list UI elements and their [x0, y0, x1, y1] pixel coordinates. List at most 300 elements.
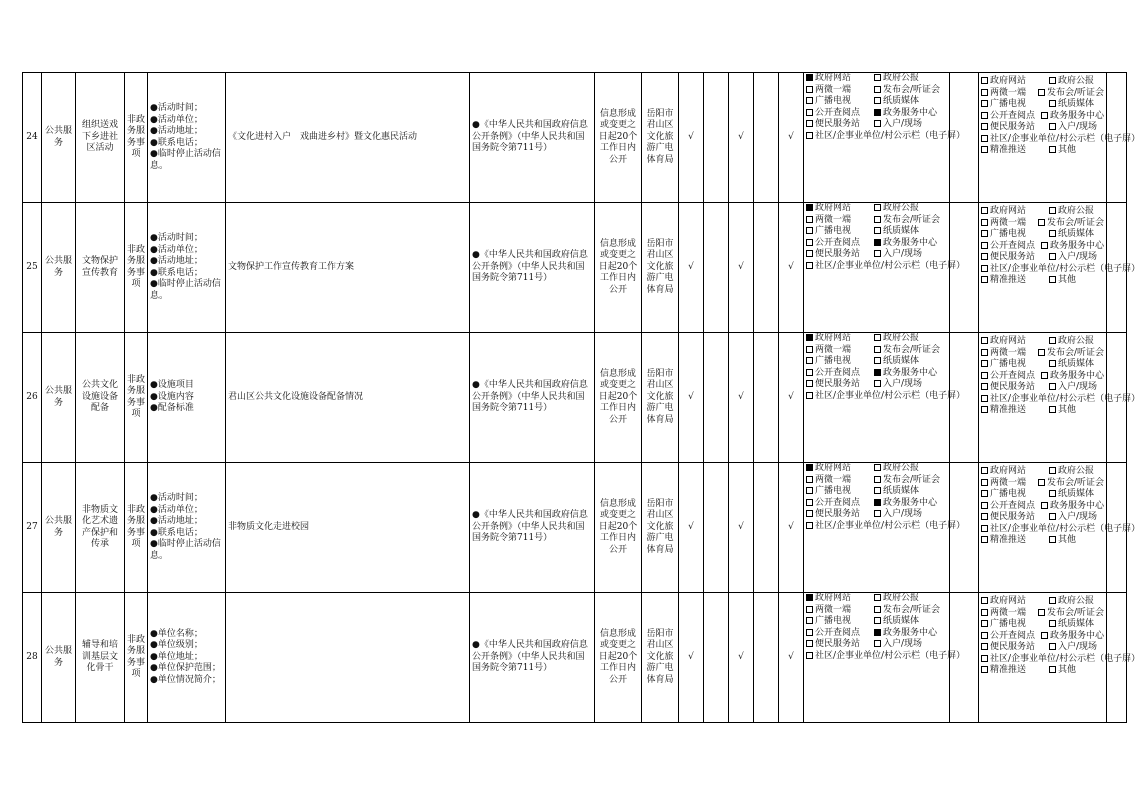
channel-option: 纸质媒体 — [1049, 99, 1094, 111]
channel-option: 政府公报 — [1049, 76, 1094, 88]
content-cell — [148, 333, 226, 463]
unchecked-box-icon — [1049, 406, 1056, 413]
channel-option: 发布会/听证会 — [1038, 218, 1104, 230]
check-cell — [704, 333, 729, 463]
unchecked-box-icon — [874, 357, 881, 364]
checked-box-icon — [874, 499, 881, 506]
channel-cell-primary — [804, 333, 966, 463]
unchecked-box-icon — [1049, 490, 1056, 497]
unchecked-box-icon — [874, 594, 881, 601]
item-cell: 非物质文化艺术遗产保护和传承 — [76, 463, 125, 593]
row-number: 24 — [23, 73, 42, 203]
checked-box-icon — [874, 109, 881, 116]
unchecked-box-icon — [1049, 337, 1056, 344]
content-line: ●设施项目 — [150, 380, 194, 391]
content-cell — [148, 203, 226, 333]
unchecked-box-icon — [874, 204, 881, 211]
unchecked-box-icon — [806, 380, 813, 387]
channel-option: 广播电视 — [806, 616, 874, 628]
channel-cell-primary — [804, 203, 966, 333]
check-cell: √ — [779, 463, 804, 593]
unchecked-box-icon — [1038, 219, 1045, 226]
channel-option: 便民服务站 — [981, 122, 1049, 134]
channel-list — [806, 333, 966, 459]
channel-option: 政府公报 — [1049, 206, 1094, 218]
channel-option: 便民服务站 — [806, 379, 874, 391]
channel-option: 发布会/听证会 — [1038, 348, 1104, 360]
unchecked-box-icon — [874, 617, 881, 624]
check-cell: √ — [779, 73, 804, 203]
check-cell — [704, 463, 729, 593]
checked-box-icon — [806, 464, 813, 471]
channel-option: 两微一端 — [981, 478, 1038, 490]
unchecked-box-icon — [874, 74, 881, 81]
row-number: 25 — [23, 203, 42, 333]
unchecked-box-icon — [1041, 242, 1048, 249]
row-number: 28 — [23, 593, 42, 723]
channel-list — [806, 593, 966, 719]
channel-row — [806, 498, 947, 510]
channel-row — [981, 241, 1104, 253]
channel-cell-primary — [804, 73, 966, 203]
unchecked-box-icon — [806, 262, 813, 269]
unchecked-box-icon — [874, 487, 881, 494]
channel-option: 两微一端 — [981, 348, 1038, 360]
channel-list — [981, 596, 1140, 722]
checked-box-icon — [806, 594, 813, 601]
unchecked-box-icon — [806, 109, 813, 116]
channel-option: 广播电视 — [981, 99, 1049, 111]
channel-option: 纸质媒体 — [874, 226, 919, 238]
unchecked-box-icon — [806, 392, 813, 399]
check-cell: √ — [729, 593, 754, 723]
channel-option: 广播电视 — [981, 619, 1049, 631]
content-line: ●单位情况简介； — [150, 674, 221, 685]
channel-row — [981, 382, 1104, 394]
basis-cell: ●《中华人民共和国政府信息公开条例》（中华人民共和国国务院令第711号） — [470, 463, 595, 593]
channel-option: 便民服务站 — [806, 509, 874, 521]
channel-option: 公开查阅点 — [981, 241, 1041, 253]
channel-row — [806, 203, 947, 215]
channel-row — [981, 133, 1140, 146]
unchecked-box-icon — [981, 100, 988, 107]
channel-row — [981, 653, 1140, 666]
channel-row — [981, 596, 1104, 608]
channel-option: 政府公报 — [1049, 466, 1094, 478]
channel-option: 政府网站 — [806, 203, 874, 215]
channel-row — [981, 501, 1104, 513]
content-line: ●设施内容 — [150, 391, 194, 402]
unchecked-box-icon — [981, 207, 988, 214]
channel-option: 政府公报 — [874, 333, 919, 345]
channel-option: 便民服务站 — [806, 249, 874, 261]
channel-option: 入户/现场 — [1049, 642, 1097, 654]
table-row — [23, 73, 1127, 203]
unchecked-box-icon — [806, 369, 813, 376]
department-cell: 岳阳市君山区文化旅游广电体育局 — [642, 333, 679, 463]
channel-option: 精准推送 — [981, 275, 1049, 287]
channel-option: 政务服务中心 — [874, 108, 937, 120]
channel-option: 政府公报 — [1049, 596, 1094, 608]
channel-option: 纸质媒体 — [1049, 619, 1094, 631]
time-limit-cell: 信息形成或变更之日起20个工作日内公开 — [595, 73, 642, 203]
channel-row — [981, 405, 1104, 417]
unchecked-box-icon — [874, 250, 881, 257]
channel-option: 其他 — [1049, 145, 1076, 157]
channel-row — [806, 368, 947, 380]
channel-option: 政府网站 — [981, 206, 1049, 218]
unchecked-box-icon — [981, 467, 988, 474]
channel-row — [806, 333, 947, 345]
channel-option: 公开查阅点 — [981, 501, 1041, 513]
channel-option: 入户/现场 — [874, 249, 922, 261]
check-cell: √ — [779, 593, 804, 723]
channel-row — [981, 88, 1104, 100]
channel-option: 政府公报 — [874, 593, 919, 605]
content-line: ●联系电话； — [150, 267, 203, 278]
channel-list — [806, 203, 966, 329]
content-line: ●单位保护范围； — [150, 663, 221, 674]
item-cell: 公共文化设施设备配备 — [76, 333, 125, 463]
content-line: ●临时停止活动信息。 — [150, 149, 221, 171]
unchecked-box-icon — [806, 250, 813, 257]
unchecked-box-icon — [981, 349, 988, 356]
channel-cell-secondary — [979, 73, 1140, 203]
channel-option: 入户/现场 — [1049, 122, 1097, 134]
channel-option: 政府公报 — [1049, 336, 1094, 348]
unchecked-box-icon — [1049, 100, 1056, 107]
unchecked-box-icon — [1049, 276, 1056, 283]
content-line: ●配备标准 — [150, 403, 194, 414]
channel-row — [981, 206, 1104, 218]
channel-row — [981, 608, 1104, 620]
unchecked-box-icon — [1049, 123, 1056, 130]
unchecked-box-icon — [1049, 360, 1056, 367]
channel-cell-primary — [804, 463, 966, 593]
content-cell — [148, 593, 226, 723]
unchecked-box-icon — [806, 227, 813, 234]
unchecked-box-icon — [874, 346, 881, 353]
table-row — [23, 333, 1127, 463]
channel-option: 政府网站 — [981, 596, 1049, 608]
unchecked-box-icon — [1049, 77, 1056, 84]
channel-option: 入户/现场 — [874, 379, 922, 391]
channel-row — [806, 238, 947, 250]
unchecked-box-icon — [981, 513, 988, 520]
channel-option: 入户/现场 — [874, 639, 922, 651]
channel-option: 入户/现场 — [874, 509, 922, 521]
check-cell: √ — [729, 463, 754, 593]
basis-cell: ●《中华人民共和国政府信息公开条例》（中华人民共和国国务院令第711号） — [470, 593, 595, 723]
check-cell — [754, 593, 779, 723]
channel-option: 社区/企事业单位/村公示栏（电子屏） — [806, 651, 874, 663]
channel-cell-secondary — [979, 203, 1140, 333]
check-cell: √ — [729, 333, 754, 463]
channel-option: 公开查阅点 — [806, 368, 874, 380]
time-limit-cell: 信息形成或变更之日起20个工作日内公开 — [595, 463, 642, 593]
unchecked-box-icon — [1038, 609, 1045, 616]
unchecked-box-icon — [981, 135, 988, 142]
channel-option: 便民服务站 — [981, 252, 1049, 264]
channel-option: 社区/企事业单位/村公示栏（电子屏） — [806, 131, 874, 143]
category-cell: 公共服务 — [42, 463, 76, 593]
unchecked-box-icon — [981, 655, 988, 662]
checked-box-icon — [874, 239, 881, 246]
channel-option: 广播电视 — [981, 359, 1049, 371]
channel-option: 精准推送 — [981, 535, 1049, 547]
unchecked-box-icon — [1038, 89, 1045, 96]
service-type-cell: 非政务服务事项 — [125, 333, 148, 463]
channel-row — [806, 379, 947, 391]
unchecked-box-icon — [1041, 372, 1048, 379]
content-line: ●活动地址； — [150, 256, 203, 266]
channel-row — [806, 249, 947, 261]
content-line: ●活动地址； — [150, 126, 203, 136]
channel-option: 其他 — [1049, 405, 1076, 417]
unchecked-box-icon — [806, 476, 813, 483]
unchecked-box-icon — [981, 89, 988, 96]
content-cell — [148, 73, 226, 203]
channel-row — [981, 76, 1104, 88]
check-cell: √ — [679, 463, 704, 593]
check-cell: √ — [729, 73, 754, 203]
channel-option: 便民服务站 — [981, 382, 1049, 394]
check-cell: √ — [679, 333, 704, 463]
channel-row — [981, 275, 1104, 287]
unchecked-box-icon — [874, 464, 881, 471]
unchecked-box-icon — [874, 476, 881, 483]
channel-option: 政务服务中心 — [1041, 111, 1104, 123]
channel-option: 政府网站 — [806, 593, 874, 605]
time-limit-cell: 信息形成或变更之日起20个工作日内公开 — [595, 333, 642, 463]
channel-option: 两微一端 — [806, 215, 874, 227]
channel-option: 政府网站 — [806, 333, 874, 345]
channel-cell-primary — [804, 593, 966, 723]
channel-option: 两微一端 — [806, 345, 874, 357]
unchecked-box-icon — [806, 132, 813, 139]
channel-option: 两微一端 — [981, 218, 1038, 230]
channel-option: 发布会/听证会 — [874, 475, 940, 487]
check-cell — [754, 73, 779, 203]
unchecked-box-icon — [874, 120, 881, 127]
unchecked-box-icon — [806, 239, 813, 246]
unchecked-box-icon — [1049, 253, 1056, 260]
unchecked-box-icon — [806, 606, 813, 613]
channel-row — [981, 489, 1104, 501]
item-cell: 辅导和培训基层文化骨干 — [76, 593, 125, 723]
check-cell — [704, 203, 729, 333]
unchecked-box-icon — [981, 372, 988, 379]
channel-option: 两微一端 — [806, 605, 874, 617]
channel-option: 便民服务站 — [981, 642, 1049, 654]
channel-option: 政务服务中心 — [874, 498, 937, 510]
channel-option: 纸质媒体 — [874, 356, 919, 368]
channel-option: 社区/企事业单位/村公示栏（电子屏） — [981, 134, 1049, 146]
channel-option: 广播电视 — [806, 226, 874, 238]
content-line: ●单位名称； — [150, 628, 203, 639]
channel-option: 其他 — [1049, 665, 1076, 677]
channel-row — [806, 356, 947, 368]
item-cell: 组织送戏下乡进社区活动 — [76, 73, 125, 203]
channel-list — [806, 73, 966, 199]
channel-option: 两微一端 — [806, 475, 874, 487]
channel-row — [981, 371, 1104, 383]
channel-row — [806, 85, 947, 97]
channel-option: 政府网站 — [806, 73, 874, 85]
unchecked-box-icon — [981, 597, 988, 604]
unchecked-box-icon — [806, 617, 813, 624]
channel-row — [806, 509, 947, 521]
unchecked-box-icon — [981, 525, 988, 532]
channel-row — [806, 463, 947, 475]
content-line: ●活动单位； — [150, 114, 203, 125]
channel-option: 发布会/听证会 — [874, 605, 940, 617]
channel-list — [981, 466, 1140, 592]
channel-row — [981, 229, 1104, 241]
channel-option: 政务服务中心 — [874, 238, 937, 250]
unchecked-box-icon — [806, 652, 813, 659]
channel-row — [981, 665, 1104, 677]
channel-row — [806, 628, 947, 640]
checked-box-icon — [806, 74, 813, 81]
channel-option: 发布会/听证会 — [874, 345, 940, 357]
channel-row — [806, 226, 947, 238]
title-cell: 《文化进村入户 戏曲进乡村》暨文化惠民活动 — [226, 73, 470, 203]
unchecked-box-icon — [806, 346, 813, 353]
channel-option: 纸质媒体 — [874, 616, 919, 628]
channel-option: 纸质媒体 — [874, 486, 919, 498]
channel-option: 两微一端 — [981, 608, 1038, 620]
channel-option: 公开查阅点 — [981, 111, 1041, 123]
check-cell: √ — [679, 73, 704, 203]
service-type-cell: 非政务服务事项 — [125, 593, 148, 723]
unchecked-box-icon — [981, 609, 988, 616]
channel-option: 政府公报 — [874, 73, 919, 85]
channel-row — [806, 260, 966, 273]
content-line: ●活动时间； — [150, 103, 203, 113]
channel-option: 发布会/听证会 — [1038, 608, 1104, 620]
channel-row — [981, 252, 1104, 264]
title-cell — [226, 593, 470, 723]
channel-row — [806, 486, 947, 498]
department-cell: 岳阳市君山区文化旅游广电体育局 — [642, 73, 679, 203]
unchecked-box-icon — [981, 253, 988, 260]
unchecked-box-icon — [981, 383, 988, 390]
channel-option: 社区/企事业单位/村公示栏（电子屏） — [981, 654, 1049, 666]
unchecked-box-icon — [806, 629, 813, 636]
unchecked-box-icon — [874, 380, 881, 387]
service-type-cell: 非政务服务事项 — [125, 203, 148, 333]
unchecked-box-icon — [874, 227, 881, 234]
unchecked-box-icon — [1041, 112, 1048, 119]
unchecked-box-icon — [1049, 643, 1056, 650]
unchecked-box-icon — [981, 620, 988, 627]
channel-option: 公开查阅点 — [806, 498, 874, 510]
content-cell — [148, 463, 226, 593]
unchecked-box-icon — [874, 606, 881, 613]
channel-row — [981, 348, 1104, 360]
channel-row — [806, 73, 947, 85]
channel-option: 公开查阅点 — [806, 628, 874, 640]
checked-box-icon — [874, 369, 881, 376]
channel-option: 发布会/听证会 — [874, 85, 940, 97]
unchecked-box-icon — [981, 265, 988, 272]
service-type-cell: 非政务服务事项 — [125, 463, 148, 593]
unchecked-box-icon — [1041, 632, 1048, 639]
channel-row — [806, 616, 947, 628]
check-cell — [704, 593, 729, 723]
table-row — [23, 463, 1127, 593]
channel-row — [981, 336, 1104, 348]
unchecked-box-icon — [806, 97, 813, 104]
channel-list — [806, 463, 966, 589]
checked-box-icon — [874, 629, 881, 636]
channel-cell-secondary — [979, 593, 1140, 723]
check-cell: √ — [779, 333, 804, 463]
channel-row — [981, 535, 1104, 547]
channel-row — [981, 145, 1104, 157]
category-cell: 公共服务 — [42, 203, 76, 333]
channel-row — [981, 619, 1104, 631]
channel-row — [981, 263, 1140, 276]
unchecked-box-icon — [1049, 467, 1056, 474]
title-cell: 非物质文化走进校园 — [226, 463, 470, 593]
channel-option: 政务服务中心 — [874, 368, 937, 380]
channel-cell-secondary — [979, 333, 1140, 463]
content-line: ●临时停止活动信息。 — [150, 279, 221, 301]
unchecked-box-icon — [806, 120, 813, 127]
channel-row — [806, 390, 966, 403]
channel-option: 入户/现场 — [874, 119, 922, 131]
channel-option: 社区/企事业单位/村公示栏（电子屏） — [981, 524, 1049, 536]
channel-option: 政府公报 — [874, 463, 919, 475]
content-line: ●活动时间； — [150, 233, 203, 243]
unchecked-box-icon — [981, 536, 988, 543]
channel-list — [981, 336, 1140, 462]
unchecked-box-icon — [1049, 666, 1056, 673]
channel-row — [981, 631, 1104, 643]
channel-option: 其他 — [1049, 275, 1076, 287]
channel-row — [981, 393, 1140, 406]
unchecked-box-icon — [981, 502, 988, 509]
unchecked-box-icon — [981, 479, 988, 486]
channel-row — [806, 96, 947, 108]
channel-row — [981, 478, 1104, 490]
channel-option: 便民服务站 — [806, 639, 874, 651]
check-cell: √ — [779, 203, 804, 333]
check-cell: √ — [729, 203, 754, 333]
channel-option: 纸质媒体 — [1049, 359, 1094, 371]
unchecked-box-icon — [1049, 620, 1056, 627]
check-cell — [754, 203, 779, 333]
channel-row — [806, 119, 947, 131]
content-line: ●单位级别； — [150, 640, 203, 651]
item-cell: 文物保护宣传教育 — [76, 203, 125, 333]
content-line: ●活动单位； — [150, 244, 203, 255]
unchecked-box-icon — [981, 632, 988, 639]
channel-option: 政务服务中心 — [1041, 631, 1104, 643]
channel-option: 精准推送 — [981, 665, 1049, 677]
content-line: ●活动时间； — [150, 493, 203, 503]
disclosure-table — [22, 72, 1140, 723]
channel-row — [806, 650, 966, 663]
unchecked-box-icon — [1049, 597, 1056, 604]
unchecked-box-icon — [981, 230, 988, 237]
table-row — [23, 593, 1127, 723]
unchecked-box-icon — [981, 490, 988, 497]
checked-box-icon — [806, 334, 813, 341]
channel-option: 精准推送 — [981, 145, 1049, 157]
